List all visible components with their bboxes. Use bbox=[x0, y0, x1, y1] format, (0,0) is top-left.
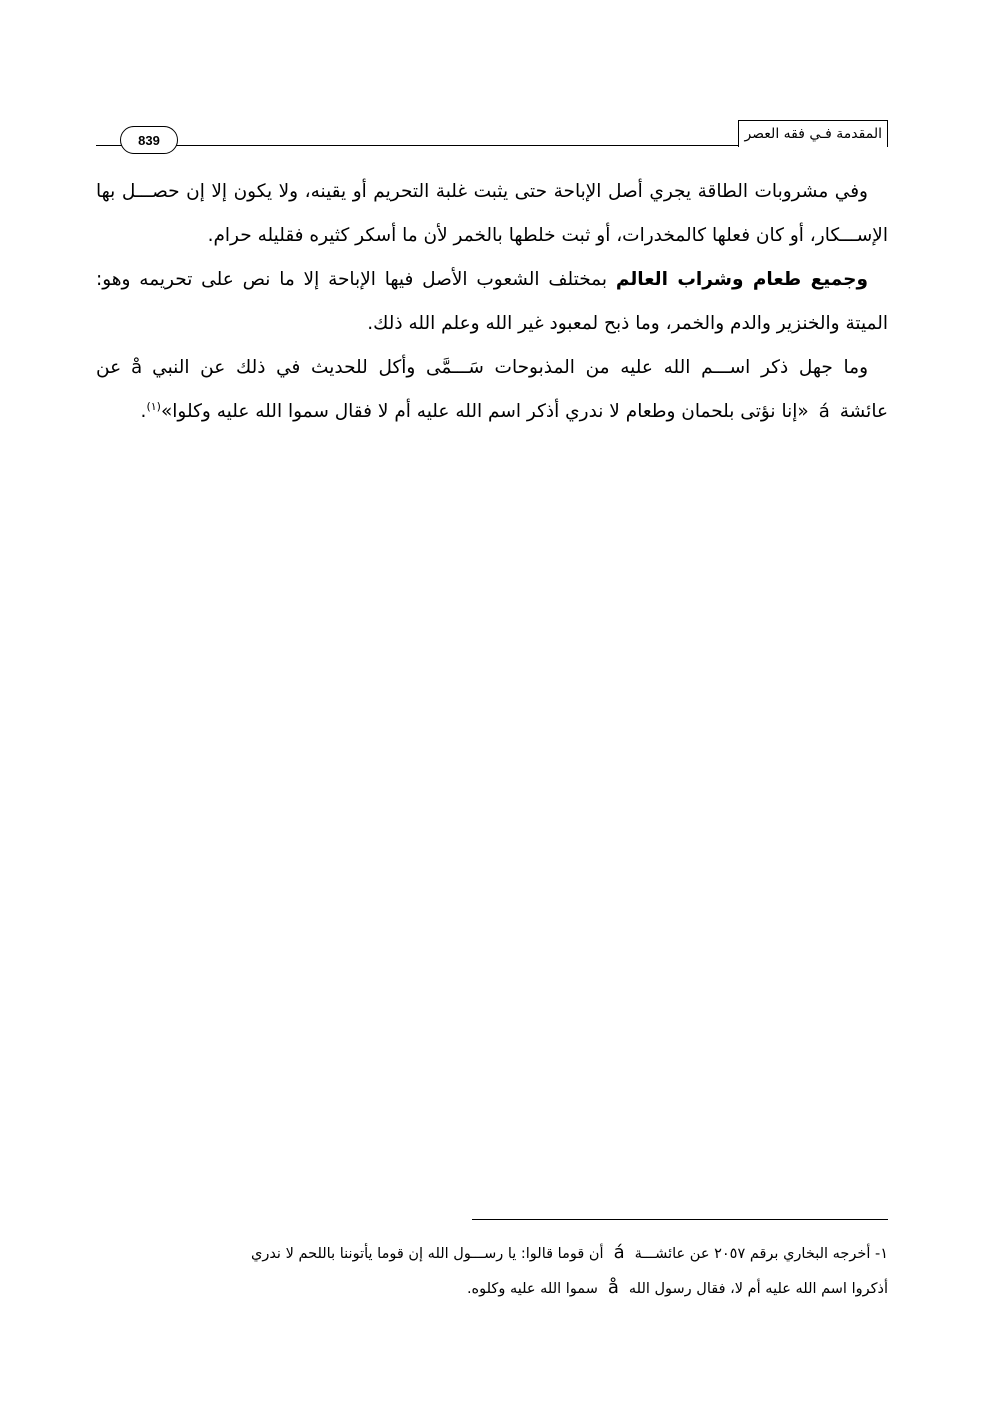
honorific-glyph: á bbox=[613, 1242, 625, 1263]
honorific-glyph: á bbox=[818, 401, 830, 422]
paragraph-energy-drinks: وفي مشروبات الطاقة يجري أصل الإباحة حتى يثبت غلبة التحريم أو يقينه، ولا يكون إلا إن حصـــل بها الإســـكار، أو كان فعلها كالمخدرات، أو ثبت خلطها بالخمر لأن ما أسكر كثيره فقليله حرام. bbox=[96, 181, 888, 246]
honorific-glyph: å bbox=[131, 357, 143, 378]
paragraph-end-punct: . bbox=[140, 401, 147, 422]
footnote-reference[interactable]: (١) bbox=[146, 399, 161, 413]
paragraph-world-food bbox=[96, 258, 888, 346]
page-number-badge: 839 bbox=[120, 126, 178, 154]
footnote-line bbox=[96, 1271, 888, 1306]
paragraph-unknown-slaughter bbox=[96, 346, 888, 434]
running-title: المقدمة فـي فقه العصر bbox=[738, 120, 888, 147]
paragraph-world-food-text: بمختلف الشعوب الأصل فيها الإباحة إلا ما نص على تحريمه وهو: الميتة والخنزير والدم والخمر، وما ذبح لمعبود غير الله وعلم الله ذلك. bbox=[96, 269, 888, 334]
footnote-text-c: أذكروا اسم الله عليه أم لا، فقال رسول الله bbox=[628, 1281, 888, 1297]
bold-lead-phrase: وجميع طعام وشراب العالم bbox=[615, 269, 868, 290]
footnote-rule bbox=[472, 1219, 888, 1220]
footnote-line bbox=[96, 1236, 888, 1271]
paragraph-text-a: وما جهل ذكر اســـم الله عليه من المذبوحات سَـــمَّى وأكل للحديث في ذلك عن النبي bbox=[152, 357, 868, 378]
honorific-glyph: å bbox=[607, 1277, 619, 1298]
footnote-text-b: أن قوما قالوا: يا رســـول الله إن قوما يأتوننا باللحم لا ندري bbox=[250, 1246, 604, 1262]
footnote-text-d: سموا الله عليه وكلوه. bbox=[466, 1281, 598, 1297]
hadith-quote: «إنا نؤتى بلحمان وطعام لا ندري أذكر اسم الله عليه أم لا فقال سموا الله عليه وكلوا» bbox=[160, 401, 809, 422]
main-text bbox=[96, 170, 888, 434]
paragraph-text-b: عن عائشة bbox=[96, 357, 888, 422]
footnote-text-a: ١- أخرجه البخاري برقم ٢٠٥٧ عن عائشـــة bbox=[634, 1246, 888, 1262]
footnotes bbox=[96, 1236, 888, 1306]
